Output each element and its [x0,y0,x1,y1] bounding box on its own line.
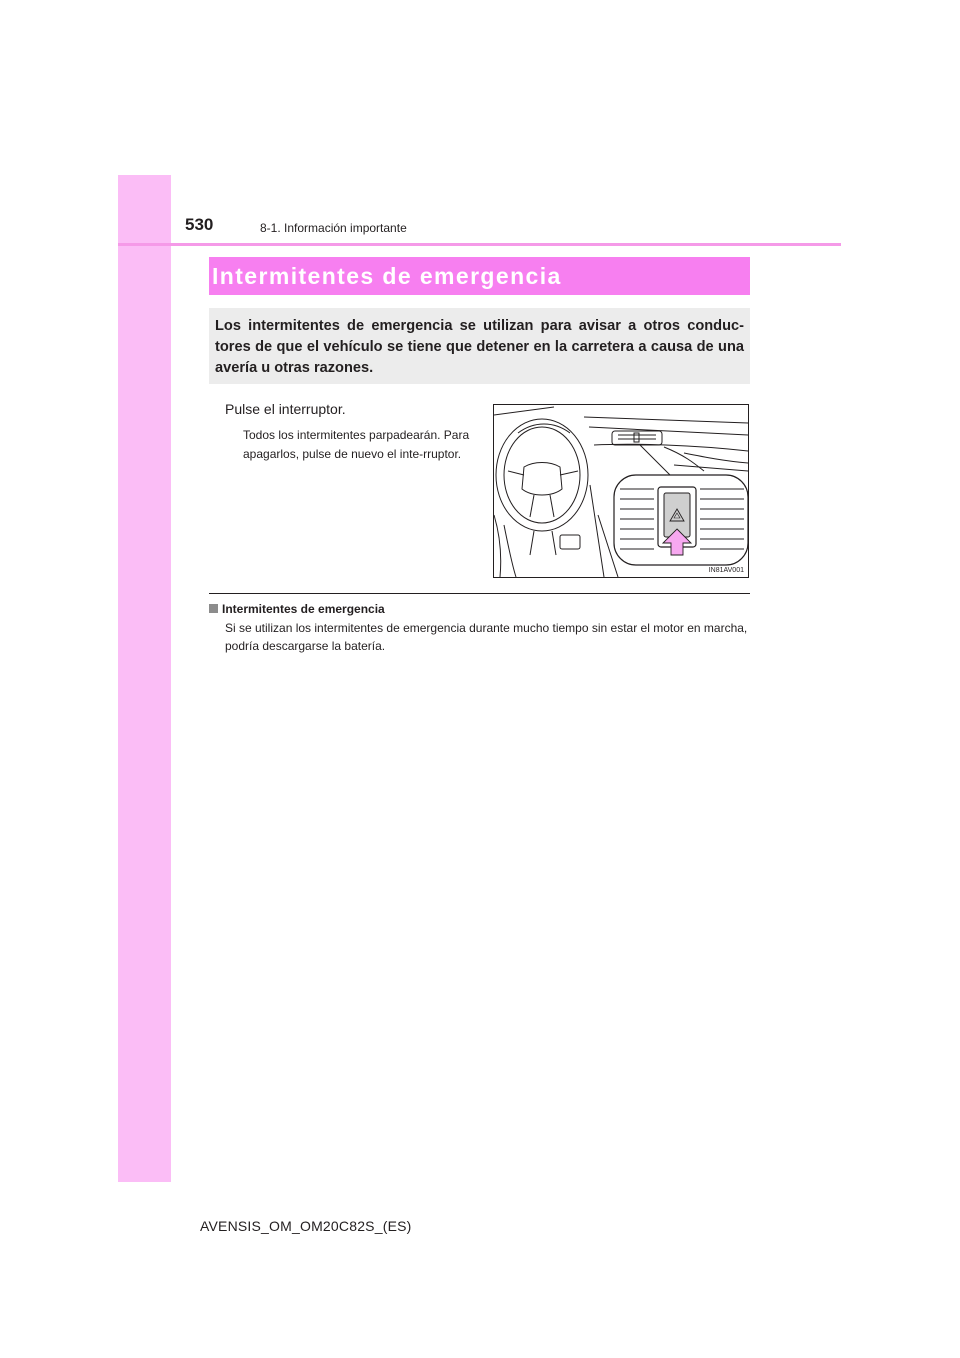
section-header: 8-1. Información importante [260,221,407,235]
dashboard-drawing [494,405,748,577]
note-body: Si se utilizan los intermitentes de emergencia durante mucho tiempo sin estar el motor en marcha, podría descargarse la batería. [225,621,748,653]
title-bar [209,257,750,295]
instruction-note: Todos los intermitentes parpadearán. Para apagarlos, pulse de nuevo el inte-rruptor. [243,428,470,461]
hazard-callout [614,475,748,565]
summary-text: Los intermitentes de emergencia se utilizan para avisar a otros conduc-tores de que el vehículo se tiene que detener en la carretera a causa de una avería u otras razones. [215,318,744,376]
illustration-code: IN81AV001 [708,567,744,574]
note-rule [209,593,750,594]
square-bullet-icon [209,604,218,613]
document-code-footer: AVENSIS_OM_OM20C82S_(ES) [200,1218,412,1234]
side-tab-strip [118,175,171,1182]
dashboard-illustration [493,404,749,578]
header-rule [118,243,841,246]
note-heading-text: Intermitentes de emergencia [222,602,385,616]
note-heading [209,602,385,616]
page-number: 530 [185,215,214,234]
summary-box [209,308,750,384]
instruction-step: Pulse el interruptor. [225,401,346,417]
page-title: Intermitentes de emergencia [212,263,562,289]
